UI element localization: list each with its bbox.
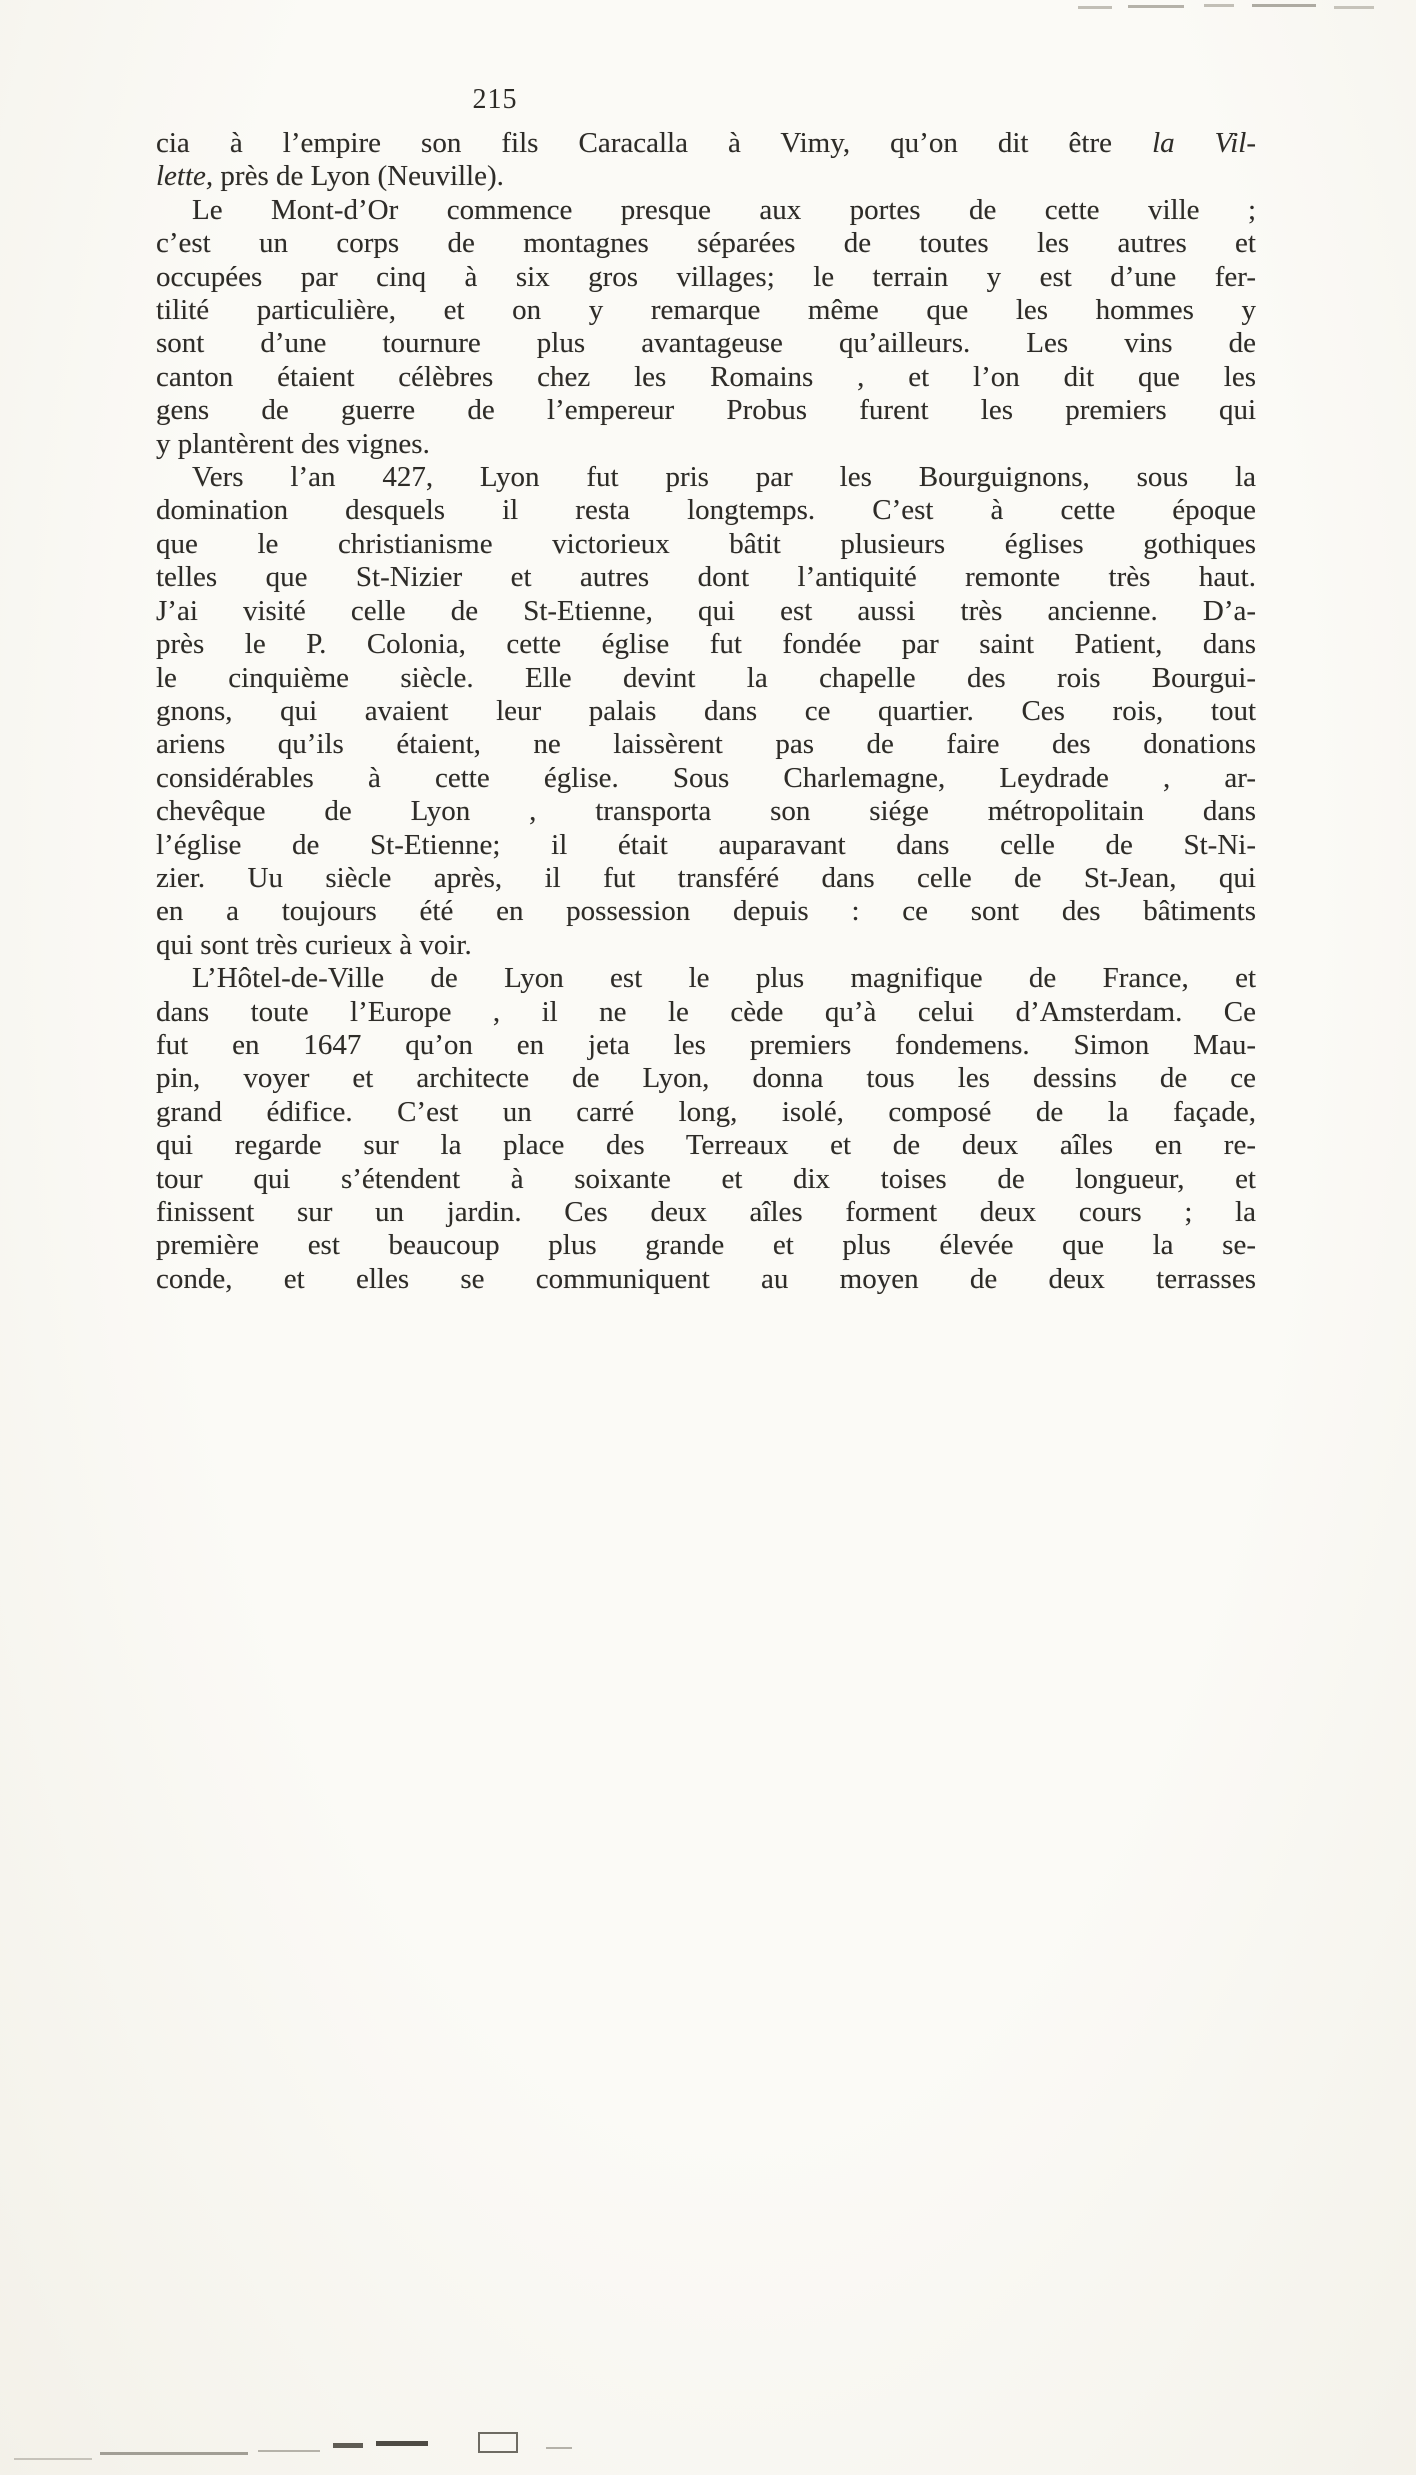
text-segment: Vers l’an 427, Lyon fut pris par les Bourguignons, sous la — [192, 461, 1256, 494]
text-segment: ariens qu’ils étaient, ne laissèrent pas de faire des donations — [156, 728, 1256, 761]
text-line — [156, 662, 1256, 695]
text-segment: gnons, qui avaient leur palais dans ce quartier. Ces rois, tout — [156, 694, 1256, 727]
text-line — [156, 428, 1256, 461]
text-line — [156, 294, 1256, 327]
text-segment: l’église de St-Etienne; il était auparavant dans celle de St-Ni- — [156, 828, 1256, 861]
text-segment: en a toujours été en possession depuis : ce sont des bâtiments — [156, 895, 1256, 928]
text-line — [156, 127, 1256, 160]
text-line — [156, 628, 1256, 661]
text-segment: près de Lyon (Neuville). — [213, 160, 504, 193]
text-segment: telles que St-Nizier et autres dont l’antiquité remonte très haut. — [156, 561, 1256, 594]
text-segment: considérables à cette église. Sous Charlemagne, Leydrade , ar- — [156, 761, 1256, 794]
text-line — [156, 862, 1256, 895]
text-line — [156, 160, 1256, 193]
text-segment: près le P. Colonia, cette église fut fondée par saint Patient, dans — [156, 628, 1256, 661]
text-line — [156, 1029, 1256, 1062]
scan-artifact — [100, 2452, 248, 2455]
text-line — [156, 929, 1256, 962]
text-line — [156, 327, 1256, 360]
text-segment: zier. Uu siècle après, il fut transféré dans celle de St-Jean, qui — [156, 861, 1256, 894]
text-line — [156, 1196, 1256, 1229]
text-segment: sont d’une tournure plus avantageuse qu’ailleurs. Les vins de — [156, 327, 1256, 360]
text-line — [156, 194, 1256, 227]
text-line — [156, 261, 1256, 294]
text-segment: finissent sur un jardin. Ces deux aîles forment deux cours ; la — [156, 1196, 1256, 1228]
text-line — [156, 829, 1256, 862]
text-line — [156, 1263, 1256, 1296]
text-line — [156, 996, 1256, 1029]
scan-artifact — [1078, 6, 1112, 9]
text-segment: L’Hôtel-de-Ville de Lyon est le plus magnifique de France, et — [192, 962, 1256, 995]
italic-text: la Vil- — [1152, 127, 1257, 159]
text-line — [156, 595, 1256, 628]
text-segment: canton étaient célèbres chez les Romains , et l’on dit que les — [156, 360, 1256, 393]
text-line — [156, 227, 1256, 260]
text-line — [156, 1062, 1256, 1095]
text-line — [156, 1229, 1256, 1262]
text-segment: occupées par cinq à six gros villages; le terrain y est d’une fer- — [156, 260, 1256, 293]
text-segment: pin, voyer et architecte de Lyon, donna tous les dessins de ce — [156, 1062, 1256, 1095]
text-line — [156, 695, 1256, 728]
text-segment: le cinquième siècle. Elle devint la chapelle des rois Bourgui- — [156, 661, 1256, 694]
text-segment: domination desquels il resta longtemps. C’est à cette époque — [156, 494, 1256, 527]
text-line — [156, 1096, 1256, 1129]
text-segment: J’ai visité celle de St-Etienne, qui est aussi très ancienne. D’a- — [156, 594, 1256, 627]
text-segment: cia à l’empire son fils Caracalla à Vimy, qu’on dit être — [156, 127, 1153, 159]
text-line — [156, 962, 1256, 995]
scan-artifact — [376, 2441, 428, 2446]
text-line — [156, 795, 1256, 828]
text-segment: Le Mont-d’Or commence presque aux portes de cette ville ; — [192, 193, 1256, 226]
text-line — [156, 561, 1256, 594]
scan-artifact — [478, 2432, 518, 2453]
text-segment: tour qui s’étendent à soixante et dix toises de longueur, et — [156, 1162, 1256, 1195]
text-segment: gens de guerre de l’empereur Probus furent les premiers qui — [156, 394, 1256, 427]
text-line — [156, 1129, 1256, 1162]
text-segment: fut en 1647 qu’on en jeta les premiers fondemens. Simon Mau- — [156, 1028, 1256, 1061]
text-line — [156, 1163, 1256, 1196]
italic-text: lette, — [156, 160, 214, 193]
scan-artifact — [258, 2450, 320, 2452]
text-block — [156, 127, 1256, 1296]
scan-artifact — [1204, 4, 1234, 7]
page-number: 215 — [472, 84, 518, 115]
text-line — [156, 394, 1256, 427]
text-segment: première est beaucoup plus grande et plus élevée que la se- — [156, 1229, 1256, 1262]
scan-artifact — [1128, 5, 1184, 8]
scan-artifact — [1334, 6, 1374, 9]
text-line — [156, 762, 1256, 795]
text-segment: grand édifice. C’est un carré long, isolé, composé de la façade, — [156, 1095, 1256, 1128]
text-segment: tilité particulière, et on y remarque même que les hommes y — [156, 294, 1256, 327]
text-line — [156, 361, 1256, 394]
text-segment: conde, et elles se communiquent au moyen de deux terrasses — [156, 1262, 1256, 1295]
scan-artifact — [546, 2447, 572, 2449]
scan-artifact — [333, 2443, 363, 2448]
text-line — [156, 528, 1256, 561]
text-segment: chevêque de Lyon , transporta son siége métropolitain dans — [156, 795, 1256, 828]
text-segment: qui sont très curieux à voir. — [156, 928, 472, 961]
text-line — [156, 461, 1256, 494]
text-segment: qui regarde sur la place des Terreaux et de deux aîles en re- — [156, 1129, 1256, 1162]
scan-artifact — [14, 2458, 92, 2460]
text-line — [156, 895, 1256, 928]
text-line — [156, 494, 1256, 527]
text-segment: c’est un corps de montagnes séparées de toutes les autres et — [156, 227, 1256, 260]
scan-artifact — [1252, 4, 1316, 7]
text-line — [156, 728, 1256, 761]
text-segment: que le christianisme victorieux bâtit plusieurs églises gothiques — [156, 527, 1256, 560]
text-segment: dans toute l’Europe , il ne le cède qu’à celui d’Amsterdam. Ce — [156, 995, 1256, 1028]
text-segment: y plantèrent des vignes. — [156, 427, 430, 460]
